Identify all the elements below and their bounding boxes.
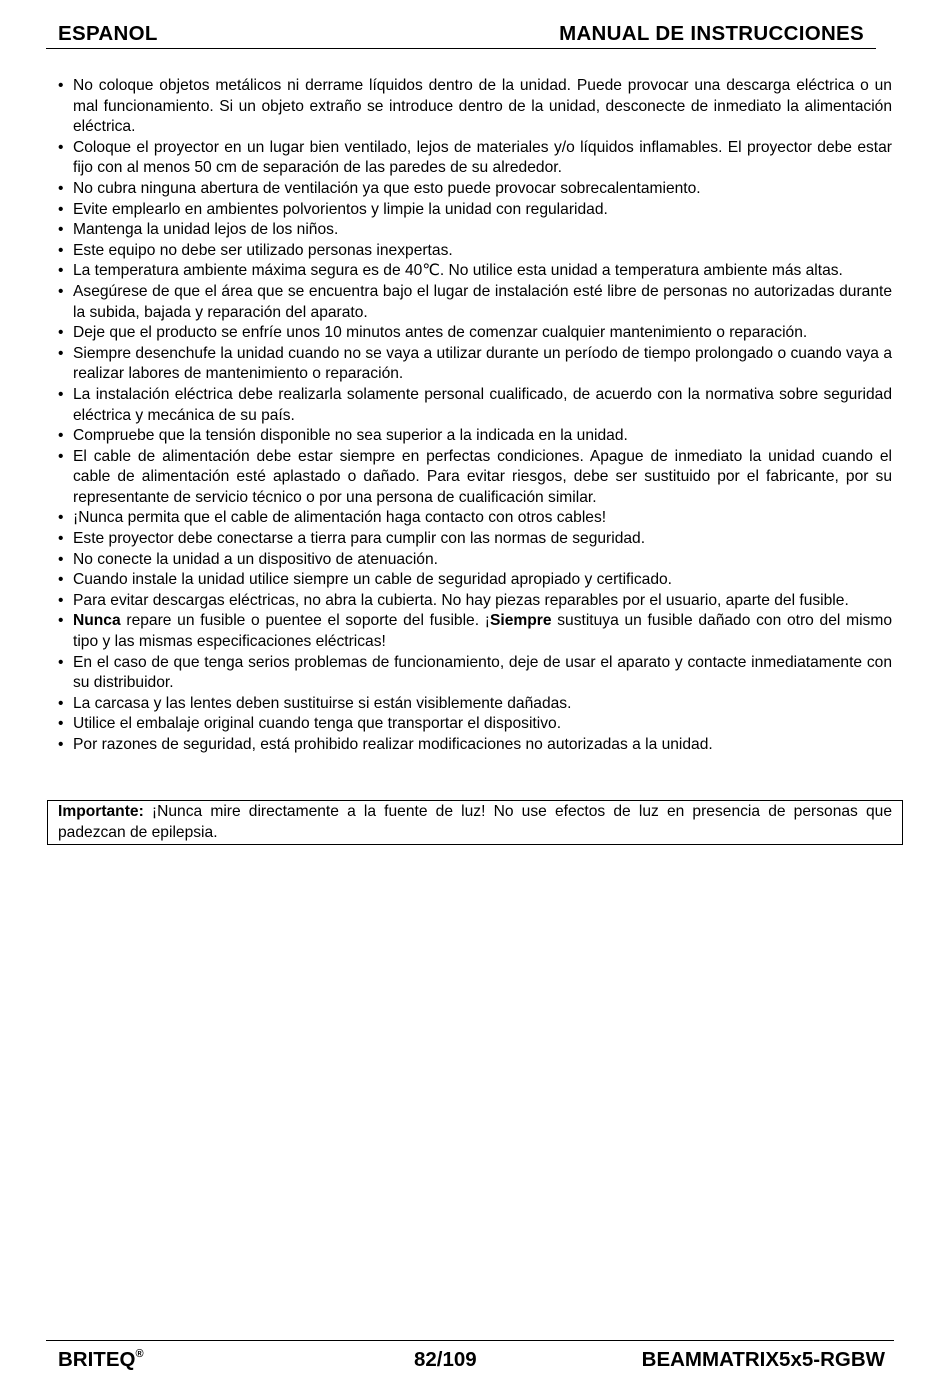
page-number: 82/109 <box>414 1348 477 1371</box>
bullet-icon: • <box>58 571 64 589</box>
bullet-item <box>56 508 892 529</box>
bullet-icon: • <box>58 591 64 609</box>
bullet-item <box>56 261 892 282</box>
safety-bullet-list <box>56 76 892 756</box>
bullet-icon: • <box>58 262 64 280</box>
bullet-icon: • <box>58 509 64 527</box>
bullet-text: Coloque el proyector en un lugar bien ventilado, lejos de materiales y/o líquidos inflamables. El proyector debe estar fijo con al menos 50 cm de separación de las paredes de su alrededor. <box>73 138 892 177</box>
bullet-item <box>56 714 892 735</box>
bullet-text: Mantenga la unidad lejos de los niños. <box>73 221 339 239</box>
safety-instructions <box>56 76 892 756</box>
bullet-item <box>56 282 892 323</box>
important-label: Importante: <box>58 803 144 820</box>
bullet-text: La carcasa y las lentes deben sustituirse si están visiblemente dañadas. <box>73 694 572 712</box>
bullet-text: No cubra ninguna abertura de ventilación ya que esto puede provocar sobrecalentamiento. <box>73 179 701 197</box>
bullet-text: Compruebe que la tensión disponible no sea superior a la indicada en la unidad. <box>73 427 628 445</box>
bullet-text: Para evitar descargas eléctricas, no abra la cubierta. No hay piezas reparables por el usuario, aparte del fusible. <box>73 591 849 609</box>
bullet-item <box>56 241 892 262</box>
brand-name: BRITEQ <box>58 1348 136 1371</box>
bullet-icon: • <box>58 77 64 94</box>
bullet-text: Siempre desenchufe la unidad cuando no se vaya a utilizar durante un período de tiempo prolongado o cuando vaya a realizar labores de mantenimiento o reparación. <box>73 344 892 383</box>
bullet-text: repare un fusible o puentee el soporte del fusible. ¡ <box>120 612 490 630</box>
bullet-item <box>56 344 892 385</box>
bullet-icon: • <box>58 200 64 218</box>
bullet-text: Deje que el producto se enfríe unos 10 minutos antes de comenzar cualquier mantenimiento o reparación. <box>73 324 808 342</box>
bullet-icon: • <box>58 324 64 342</box>
bullet-item <box>56 426 892 447</box>
bullet-icon: • <box>58 736 64 753</box>
bullet-item <box>56 200 892 221</box>
header-language: ESPANOL <box>58 22 158 45</box>
bullet-text: ¡Nunca permita que el cable de alimentación haga contacto con otros cables! <box>73 509 607 527</box>
bullet-item <box>56 447 892 509</box>
page-header <box>46 22 876 49</box>
footer-brand <box>58 1348 144 1372</box>
bullet-item <box>56 179 892 200</box>
bullet-text: sustituya un fusible dañado con otro del mismo tipo y las mismas especificaciones eléctricas! <box>73 612 893 651</box>
bullet-icon: • <box>58 241 64 259</box>
important-notice-box <box>47 800 903 845</box>
bullet-text: Utilice el embalaje original cuando tenga que transportar el dispositivo. <box>73 715 562 733</box>
bullet-item <box>56 220 892 241</box>
bullet-text: La temperatura ambiente máxima segura es de 40℃. No utilice esta unidad a temperatura ambiente más altas. <box>73 262 843 280</box>
bullet-text: La instalación eléctrica debe realizarla solamente personal cualificado, de acuerdo con la normativa sobre seguridad eléctrica y mecánica de su país. <box>73 385 892 424</box>
bullet-text: Este proyector debe conectarse a tierra para cumplir con las normas de seguridad. <box>73 530 646 548</box>
bullet-text: No conecte la unidad a un dispositivo de atenuación. <box>73 550 438 568</box>
bullet-icon: • <box>58 344 64 362</box>
bullet-item <box>56 591 892 612</box>
bullet-icon: • <box>58 694 64 712</box>
bullet-item <box>56 323 892 344</box>
bullet-item <box>56 611 892 652</box>
bullet-item <box>56 570 892 591</box>
bullet-text: No coloque objetos metálicos ni derrame líquidos dentro de la unidad. Puede provocar una descarga eléctrica o un mal funcionamiento. Si un objeto extraño se introduce dentro de la unidad, desconecte de inmediato la alimentación eléctrica. <box>73 77 892 136</box>
bullet-icon: • <box>58 221 64 239</box>
bullet-icon: • <box>58 715 64 733</box>
page-footer <box>46 1340 894 1371</box>
bullet-item <box>56 653 892 694</box>
bullet-item <box>56 138 892 179</box>
bullet-icon: • <box>58 653 64 671</box>
bullet-item <box>56 385 892 426</box>
bullet-text: Por razones de seguridad, está prohibido realizar modificaciones no autorizadas a la unidad. <box>73 736 713 753</box>
bullet-text: En el caso de que tenga serios problemas de funcionamiento, deje de usar el aparato y contacte inmediatamente con su distribuidor. <box>73 653 892 692</box>
registered-mark: ® <box>135 1348 144 1360</box>
bullet-icon: • <box>58 447 64 465</box>
bullet-icon: • <box>58 427 64 445</box>
bullet-icon: • <box>58 530 64 548</box>
bullet-icon: • <box>58 385 64 403</box>
bullet-bold-never: Nunca <box>73 612 121 630</box>
bullet-text: Evite emplearlo en ambientes polvorientos y limpie la unidad con regularidad. <box>73 200 608 218</box>
bullet-icon: • <box>58 138 64 156</box>
model-name: BEAMMATRIX5x5-RGBW <box>641 1348 885 1371</box>
bullet-text: Asegúrese de que el área que se encuentra bajo el lugar de instalación esté libre de personas no autorizadas durante la subida, bajada y reparación del aparato. <box>73 282 892 321</box>
bullet-item <box>56 550 892 571</box>
bullet-text: Este equipo no debe ser utilizado personas inexpertas. <box>73 241 453 259</box>
bullet-icon: • <box>58 550 64 568</box>
bullet-item <box>56 76 892 138</box>
bullet-item <box>56 529 892 550</box>
header-manual-title: MANUAL DE INSTRUCCIONES <box>559 22 864 45</box>
bullet-icon: • <box>58 282 64 300</box>
bullet-icon: • <box>58 612 64 630</box>
bullet-text: El cable de alimentación debe estar siempre en perfectas condiciones. Apague de inmediato la unidad cuando el cable de alimentación esté aplastado o dañado. Para evitar riesgos, debe ser sustituido por el fabricante, por su representante de servicio técnico o por una persona de cualificación similar. <box>73 447 892 506</box>
bullet-item <box>56 694 892 715</box>
bullet-bold-always: Siempre <box>489 612 552 630</box>
important-text: ¡Nunca mire directamente a la fuente de luz! No use efectos de luz en presencia de personas que padezcan de epilepsia. <box>58 803 892 841</box>
bullet-item <box>56 735 892 756</box>
bullet-icon: • <box>58 179 64 197</box>
bullet-text: Cuando instale la unidad utilice siempre un cable de seguridad apropiado y certificado. <box>73 571 673 589</box>
